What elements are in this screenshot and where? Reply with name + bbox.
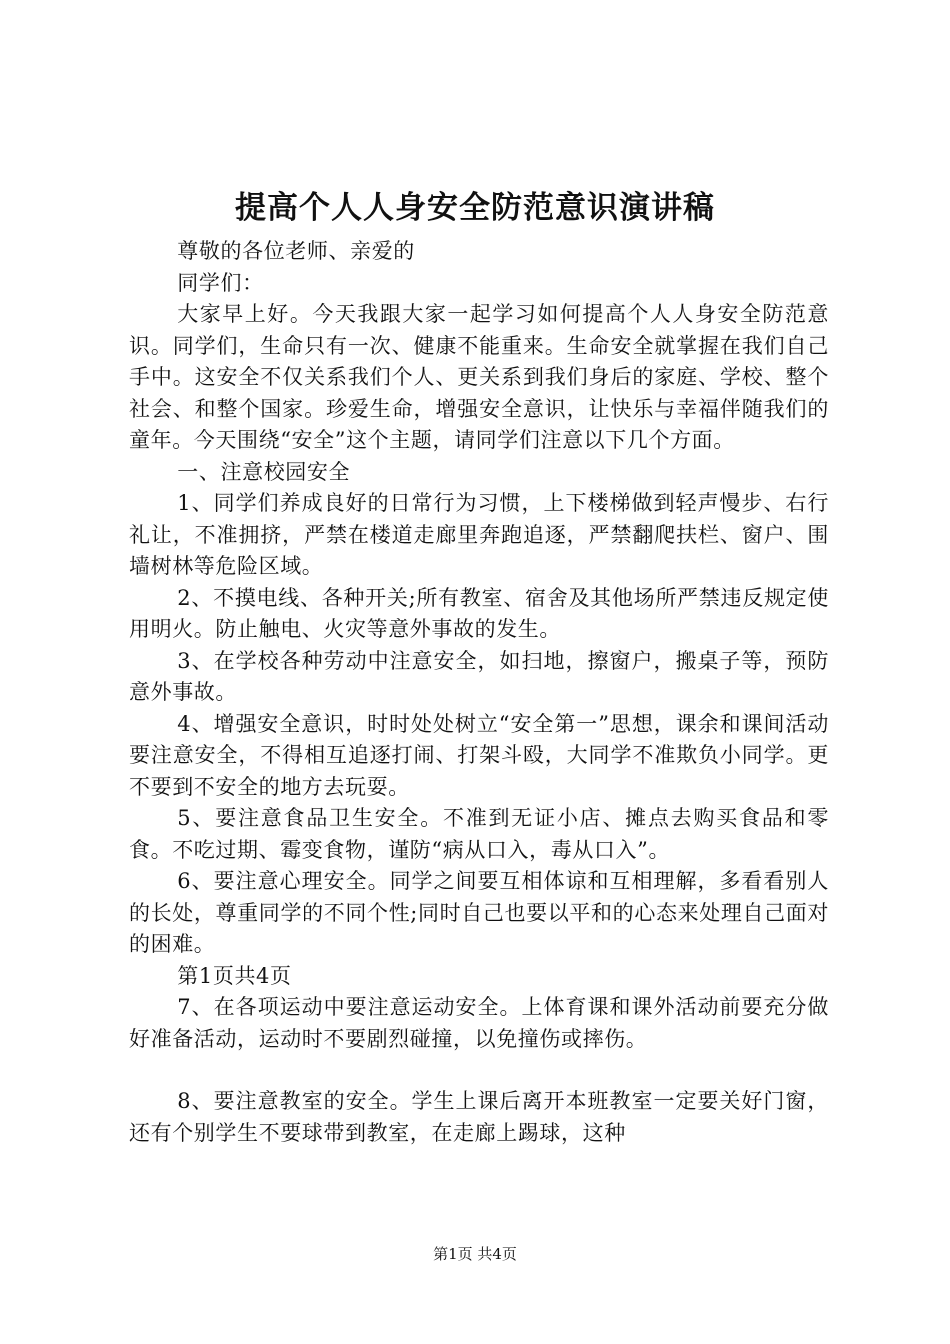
document-title: 提高个人人身安全防范意识演讲稿: [235, 190, 715, 226]
intro-paragraph: 大家早上好。今天我跟大家一起学习如何提高个人人身安全防范意识。同学们，生命只有一次、健康不能重来。生命安全就掌握在我们自己手中。这安全不仅关系我们个人、更关系到我们身后的家庭、学校、整个社会、和整个国家。珍爱生命，增强安全意识，让快乐与幸福伴随我们的童年。今天围绕“安全”这个主题，请同学们注意以下几个方面。: [129, 302, 829, 452]
point-paragraph-4: 4、增强安全意识，时时处处树立“安全第一”思想，课余和课间活动要注意安全，不得相互追逐打闹、打架斗殴，大同学不准欺负小同学。更不要到不安全的地方去玩耍。: [129, 711, 829, 799]
point-paragraph-5: 5、要注意食品卫生安全。不准到无证小店、摊点去购买食品和零食。不吃过期、霉变食物，谨防“病从口入，毒从口入”。: [129, 806, 829, 862]
point-paragraph-2: 2、不摸电线、各种开关;所有教室、宿舍及其他场所严禁违反规定使用明火。防止触电、火灾等意外事故的发生。: [129, 585, 829, 641]
point-paragraph-8: 8、要注意教室的安全。学生上课后离开本班教室一定要关好门窗，还有个别学生不要球带到教室，在走廊上踢球，这种: [129, 1089, 829, 1145]
point-paragraph-7: 7、在各项运动中要注意运动安全。上体育课和课外活动前要充分做好准备活动，运动时不要剧烈碰撞，以免撞伤或摔伤。: [129, 995, 829, 1051]
document-body: [129, 236, 829, 1149]
salutation-line-2: 同学们：: [177, 270, 264, 295]
section-heading: 一、注意校园安全: [177, 459, 351, 484]
inline-page-marker: 第1页共4页: [177, 963, 292, 988]
point-paragraph-3: 3、在学校各种劳动中注意安全，如扫地，擦窗户，搬桌子等，预防意外事故。: [129, 648, 829, 704]
point-paragraph-6: 6、要注意心理安全。同学之间要互相体谅和互相理解，多看看别人的长处，尊重同学的不同个性;同时自己也要以平和的心态来处理自己面对的困难。: [129, 869, 829, 956]
salutation-line-1: 尊敬的各位老师、亲爱的: [177, 239, 415, 263]
page-footer: 第1页 共4页: [433, 1245, 517, 1263]
point-paragraph-1: 1、同学们养成良好的日常行为习惯，上下楼梯做到轻声慢步、右行礼让，不准拥挤，严禁在楼道走廊里奔跑追逐，严禁翻爬扶栏、窗户、围墙树林等危险区域。: [129, 491, 829, 578]
